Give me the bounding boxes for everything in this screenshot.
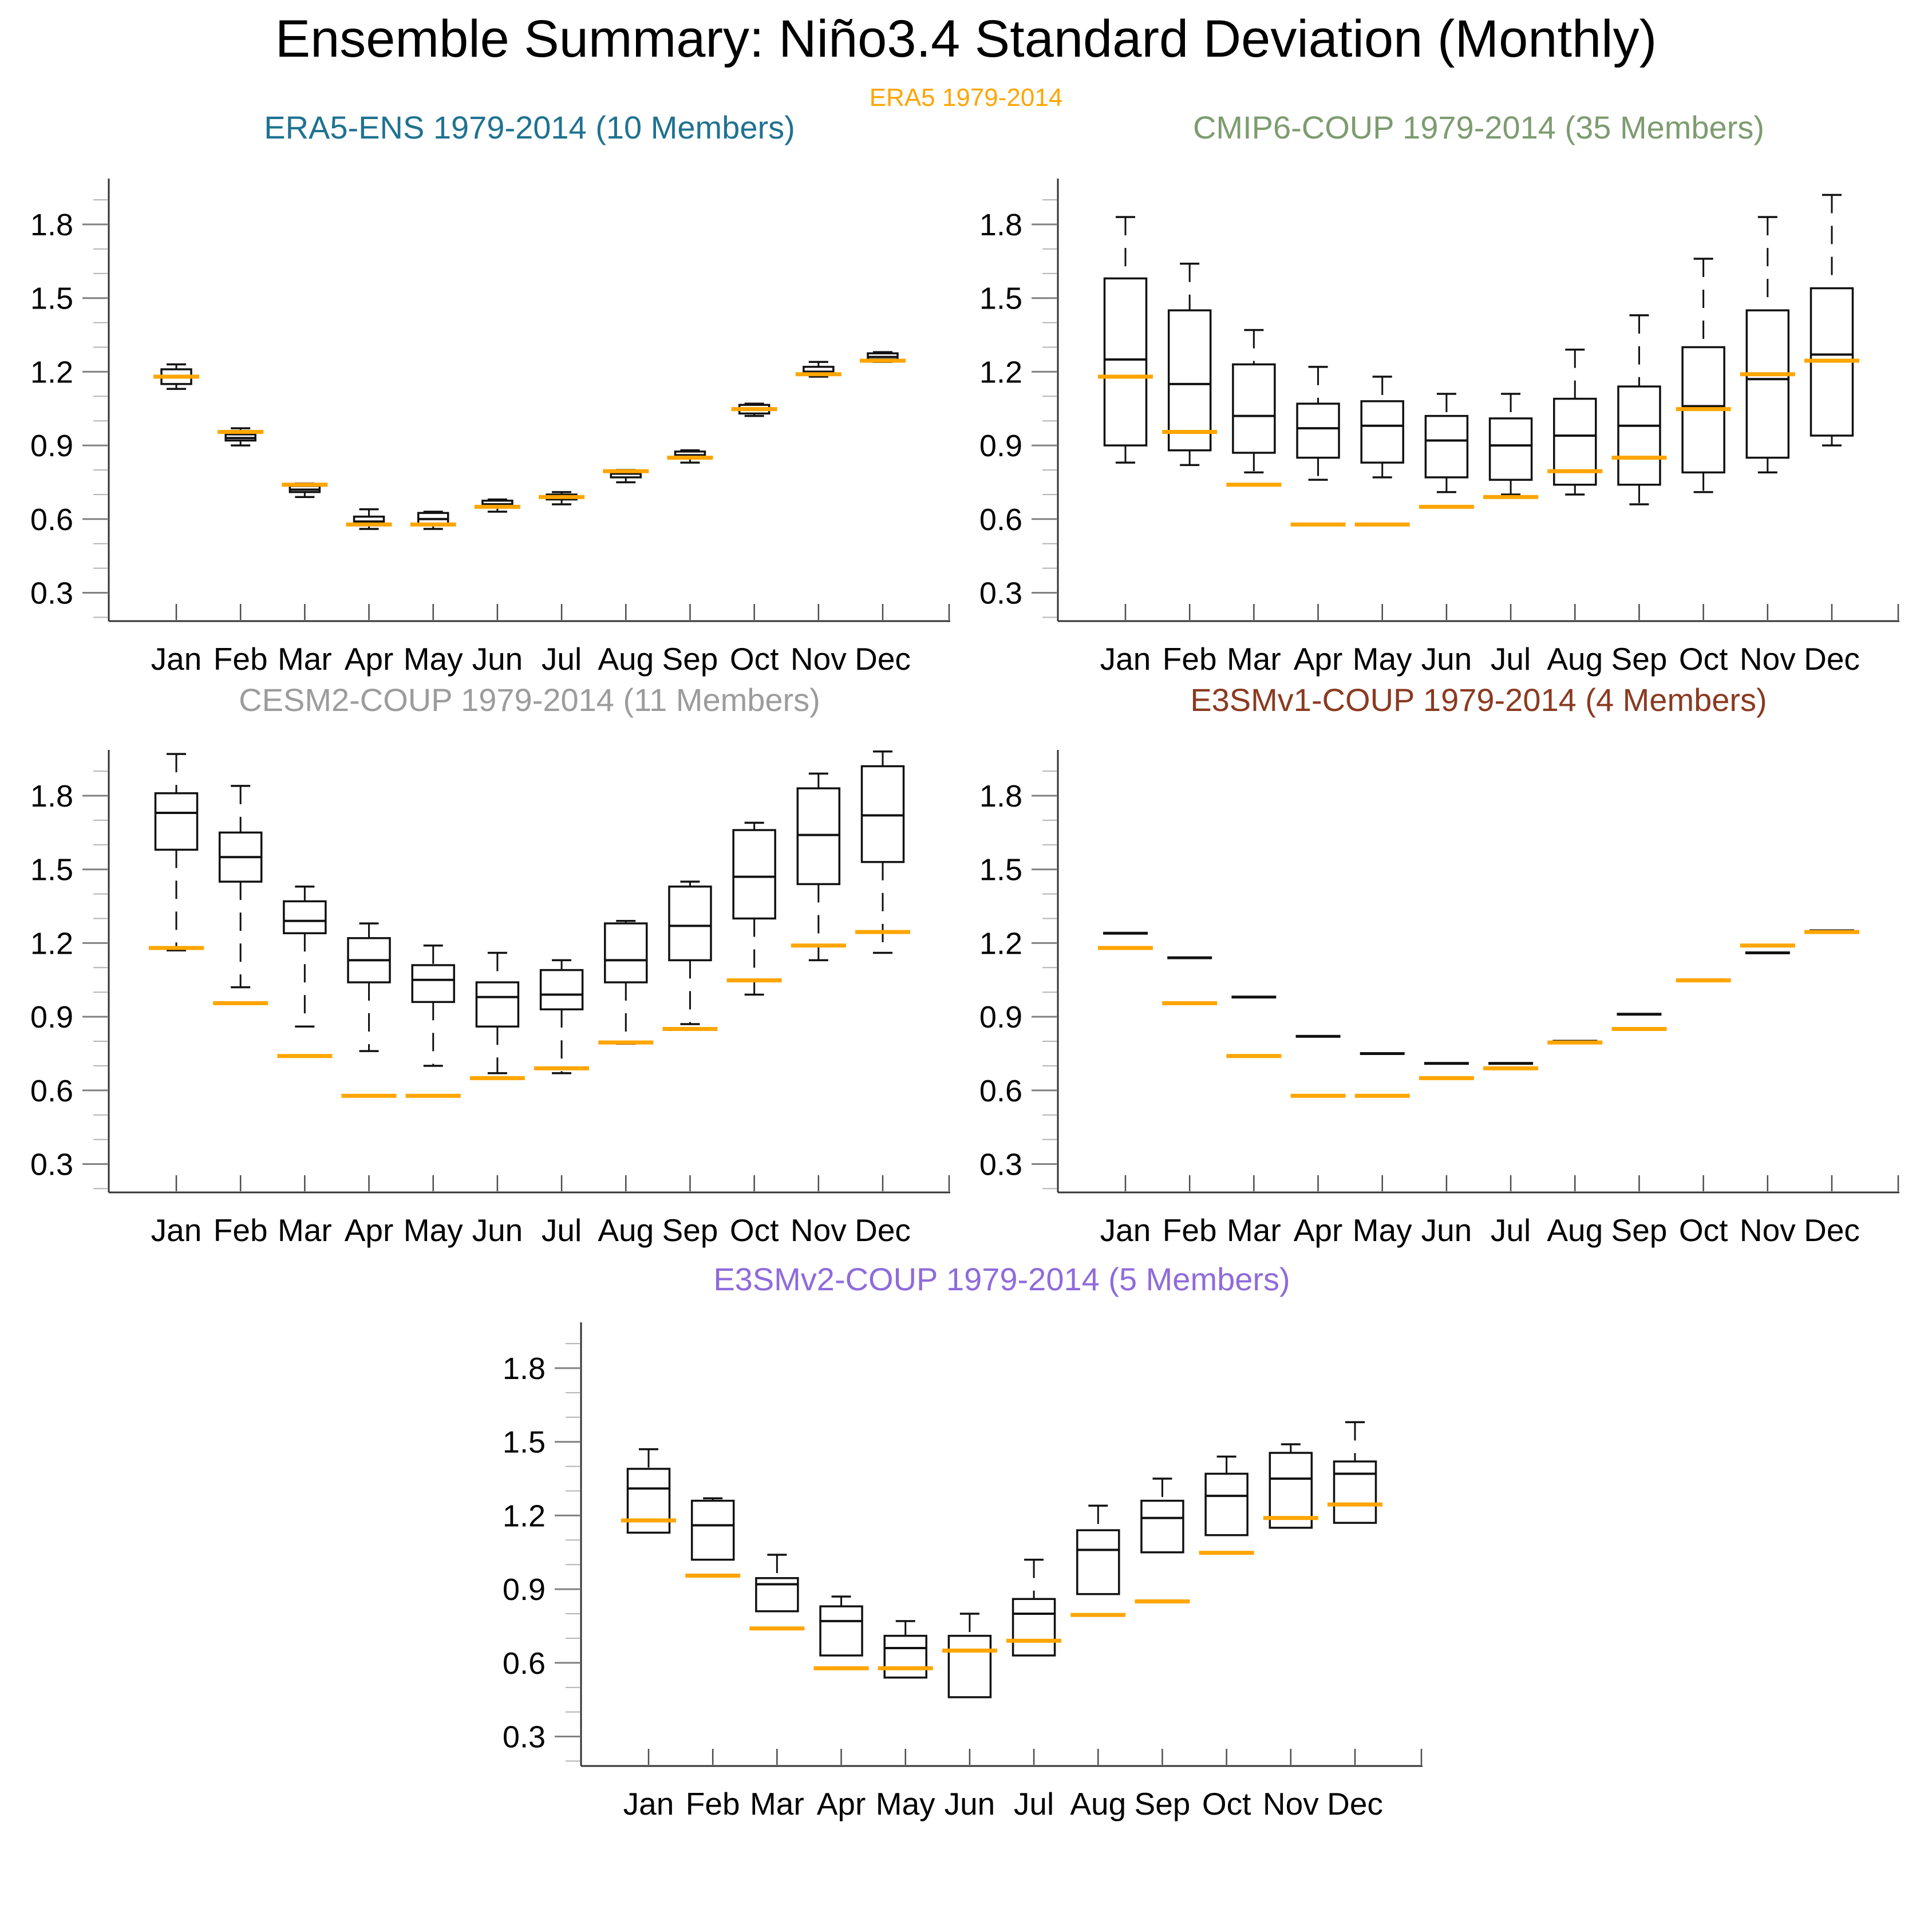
era5-reference-lines xyxy=(153,361,906,524)
y-tick-label: 0.3 xyxy=(979,1147,1022,1182)
iqr-box xyxy=(1077,1530,1119,1594)
month-labels xyxy=(1100,641,1860,677)
era5-reference-lines xyxy=(621,1504,1382,1668)
box-series xyxy=(1105,195,1853,505)
iqr-box xyxy=(797,788,839,884)
x-axis-ticks xyxy=(1125,1175,1898,1191)
panel-title-cesm2-coup: CESM2-COUP 1979-2014 (11 Members) xyxy=(239,682,820,718)
month-label: Mar xyxy=(749,1786,804,1822)
month-label: Aug xyxy=(598,1212,654,1248)
month-label: Sep xyxy=(662,641,718,677)
x-axis-ticks xyxy=(1125,604,1898,620)
month-label: Jan xyxy=(1100,641,1151,677)
iqr-box xyxy=(1425,416,1467,477)
iqr-box xyxy=(692,1501,734,1560)
y-tick-label: 0.6 xyxy=(30,502,73,537)
month-label: Aug xyxy=(598,641,654,677)
iqr-box xyxy=(756,1578,798,1611)
y-tick-label: 0.6 xyxy=(979,502,1022,537)
month-label: Jun xyxy=(472,1212,523,1248)
iqr-box xyxy=(1618,386,1660,485)
iqr-box xyxy=(1233,365,1275,453)
panel-cesm2-coup xyxy=(30,750,950,1248)
month-label: Jan xyxy=(151,641,202,677)
month-label: Apr xyxy=(344,1212,394,1248)
month-label: Mar xyxy=(1226,1212,1281,1248)
month-label: Dec xyxy=(1804,1212,1860,1248)
month-label: Mar xyxy=(1226,641,1281,677)
panel-e3smv1-coup xyxy=(979,750,1899,1248)
iqr-box xyxy=(949,1636,990,1697)
y-tick-label: 1.5 xyxy=(30,852,73,887)
iqr-box xyxy=(669,887,711,961)
y-tick-label: 1.5 xyxy=(30,281,73,316)
iqr-box xyxy=(284,901,326,933)
iqr-box xyxy=(1141,1501,1183,1552)
iqr-box xyxy=(541,970,583,1010)
iqr-box xyxy=(820,1606,862,1656)
y-axis-ticks xyxy=(503,1344,580,1761)
figure-title: Ensemble Summary: Niño3.4 Standard Deviation (Monthly) xyxy=(275,10,1657,68)
x-axis-ticks xyxy=(649,1749,1421,1765)
y-tick-label: 0.9 xyxy=(979,429,1022,464)
panel-title-e3smv1-coup: E3SMv1-COUP 1979-2014 (4 Members) xyxy=(1190,682,1767,718)
iqr-box xyxy=(1747,310,1788,457)
month-label: Jul xyxy=(1013,1786,1054,1822)
month-label: Dec xyxy=(1804,641,1860,677)
month-label: Oct xyxy=(1678,641,1728,677)
x-axis-ticks xyxy=(176,604,949,620)
y-tick-label: 1.8 xyxy=(979,779,1022,813)
y-tick-label: 1.2 xyxy=(979,355,1022,390)
month-label: Nov xyxy=(790,1212,847,1248)
month-label: Oct xyxy=(1202,1786,1251,1822)
month-label: Feb xyxy=(685,1786,740,1822)
month-label: Nov xyxy=(1739,1212,1796,1248)
month-label: Sep xyxy=(1611,641,1668,677)
month-label: Feb xyxy=(213,1212,268,1248)
month-label: May xyxy=(1352,641,1412,677)
era5-reference-lines xyxy=(149,932,910,1096)
y-tick-label: 0.3 xyxy=(979,576,1022,611)
box-series xyxy=(161,352,898,529)
month-label: Jul xyxy=(541,1212,582,1248)
y-tick-label: 0.3 xyxy=(30,576,73,611)
y-tick-label: 1.2 xyxy=(979,926,1022,961)
month-label: Jun xyxy=(1421,1212,1472,1248)
box-series xyxy=(628,1422,1376,1697)
month-label: Oct xyxy=(1678,1212,1728,1248)
y-tick-label: 1.2 xyxy=(502,1499,546,1534)
iqr-box xyxy=(605,923,647,982)
era5-reference-lines xyxy=(1098,361,1859,524)
month-labels xyxy=(623,1786,1383,1822)
y-tick-label: 1.8 xyxy=(502,1352,546,1386)
month-label: Apr xyxy=(1293,1212,1343,1248)
month-label: Apr xyxy=(344,641,394,677)
month-label: Sep xyxy=(662,1212,718,1248)
box-series xyxy=(156,752,904,1073)
y-tick-label: 1.5 xyxy=(502,1425,546,1460)
month-label: Oct xyxy=(729,641,779,677)
y-tick-label: 1.8 xyxy=(30,208,73,242)
y-tick-label: 1.8 xyxy=(30,779,73,813)
month-label: May xyxy=(403,641,463,677)
iqr-box xyxy=(476,982,518,1026)
month-label: Mar xyxy=(277,641,332,677)
iqr-box xyxy=(1206,1473,1247,1535)
month-label: Aug xyxy=(1070,1786,1127,1822)
month-label: May xyxy=(1352,1212,1412,1248)
month-label: Jul xyxy=(541,641,582,677)
month-label: Nov xyxy=(1262,1786,1319,1822)
month-label: Jan xyxy=(1100,1212,1151,1248)
month-label: Jul xyxy=(1490,641,1531,677)
month-label: Feb xyxy=(1162,1212,1217,1248)
month-label: Nov xyxy=(790,641,847,677)
month-label: Dec xyxy=(855,641,911,677)
month-label: Jul xyxy=(1490,1212,1531,1248)
panel-cmip6-coup xyxy=(979,179,1899,677)
y-axis-ticks xyxy=(979,771,1057,1188)
month-label: Jun xyxy=(1421,641,1472,677)
month-label: Jun xyxy=(944,1786,995,1822)
iqr-box xyxy=(1169,310,1211,451)
month-label: Sep xyxy=(1611,1212,1668,1248)
y-tick-label: 1.5 xyxy=(979,852,1022,887)
month-label: Dec xyxy=(855,1212,911,1248)
era5-reference-lines xyxy=(1098,932,1859,1096)
iqr-box xyxy=(412,965,454,1002)
panel-title-e3smv2-coup: E3SMv2-COUP 1979-2014 (5 Members) xyxy=(713,1261,1290,1297)
month-label: Feb xyxy=(1162,641,1217,677)
month-label: Apr xyxy=(816,1786,866,1822)
iqr-box xyxy=(1490,418,1532,480)
month-label: Apr xyxy=(1293,641,1343,677)
month-label: Jun xyxy=(472,641,523,677)
x-axis-ticks xyxy=(176,1175,949,1191)
iqr-box xyxy=(1297,404,1339,457)
y-tick-label: 0.9 xyxy=(30,1000,73,1035)
iqr-box xyxy=(884,1636,926,1678)
iqr-box xyxy=(1013,1599,1055,1656)
month-label: Aug xyxy=(1547,641,1603,677)
y-tick-label: 0.6 xyxy=(30,1073,73,1108)
month-label: Nov xyxy=(1739,641,1796,677)
month-label: May xyxy=(403,1212,463,1248)
month-labels xyxy=(151,1212,911,1248)
iqr-box xyxy=(733,830,775,918)
month-label: Oct xyxy=(729,1212,779,1248)
month-label: Jan xyxy=(151,1212,202,1248)
month-labels xyxy=(151,641,911,677)
y-tick-label: 0.9 xyxy=(502,1573,546,1607)
y-tick-label: 1.5 xyxy=(979,281,1022,316)
month-label: Aug xyxy=(1547,1212,1603,1248)
iqr-box xyxy=(628,1469,670,1533)
y-tick-label: 0.6 xyxy=(979,1073,1022,1108)
iqr-box xyxy=(1334,1461,1376,1523)
panel-title-cmip6-coup: CMIP6-COUP 1979-2014 (35 Members) xyxy=(1192,109,1765,145)
panel-e3smv2-coup xyxy=(503,1322,1423,1822)
month-label: Feb xyxy=(213,641,268,677)
iqr-box xyxy=(1361,401,1403,463)
y-axis-ticks xyxy=(30,771,108,1188)
month-label: Sep xyxy=(1134,1786,1191,1822)
y-tick-label: 1.2 xyxy=(30,926,73,961)
month-label: Dec xyxy=(1327,1786,1383,1822)
y-axis-ticks xyxy=(30,200,108,617)
y-tick-label: 0.3 xyxy=(502,1720,546,1755)
month-label: Mar xyxy=(277,1212,332,1248)
figure-subtitle: ERA5 1979-2014 xyxy=(869,84,1063,112)
iqr-box xyxy=(862,767,904,862)
month-labels xyxy=(1100,1212,1860,1248)
box-series xyxy=(1103,931,1854,1064)
y-tick-label: 1.2 xyxy=(30,355,73,390)
iqr-box xyxy=(156,793,197,850)
y-axis-ticks xyxy=(979,200,1057,617)
y-tick-label: 0.9 xyxy=(979,1000,1022,1035)
iqr-box xyxy=(1105,278,1147,445)
month-label: May xyxy=(875,1786,935,1822)
month-label: Jan xyxy=(623,1786,674,1822)
panel-title-era5-ens: ERA5-ENS 1979-2014 (10 Members) xyxy=(264,109,795,145)
y-tick-label: 0.6 xyxy=(502,1646,546,1681)
y-tick-label: 0.3 xyxy=(30,1147,73,1182)
y-tick-label: 0.9 xyxy=(30,429,73,464)
y-tick-label: 1.8 xyxy=(979,208,1022,242)
panel-era5-ens xyxy=(30,179,950,677)
